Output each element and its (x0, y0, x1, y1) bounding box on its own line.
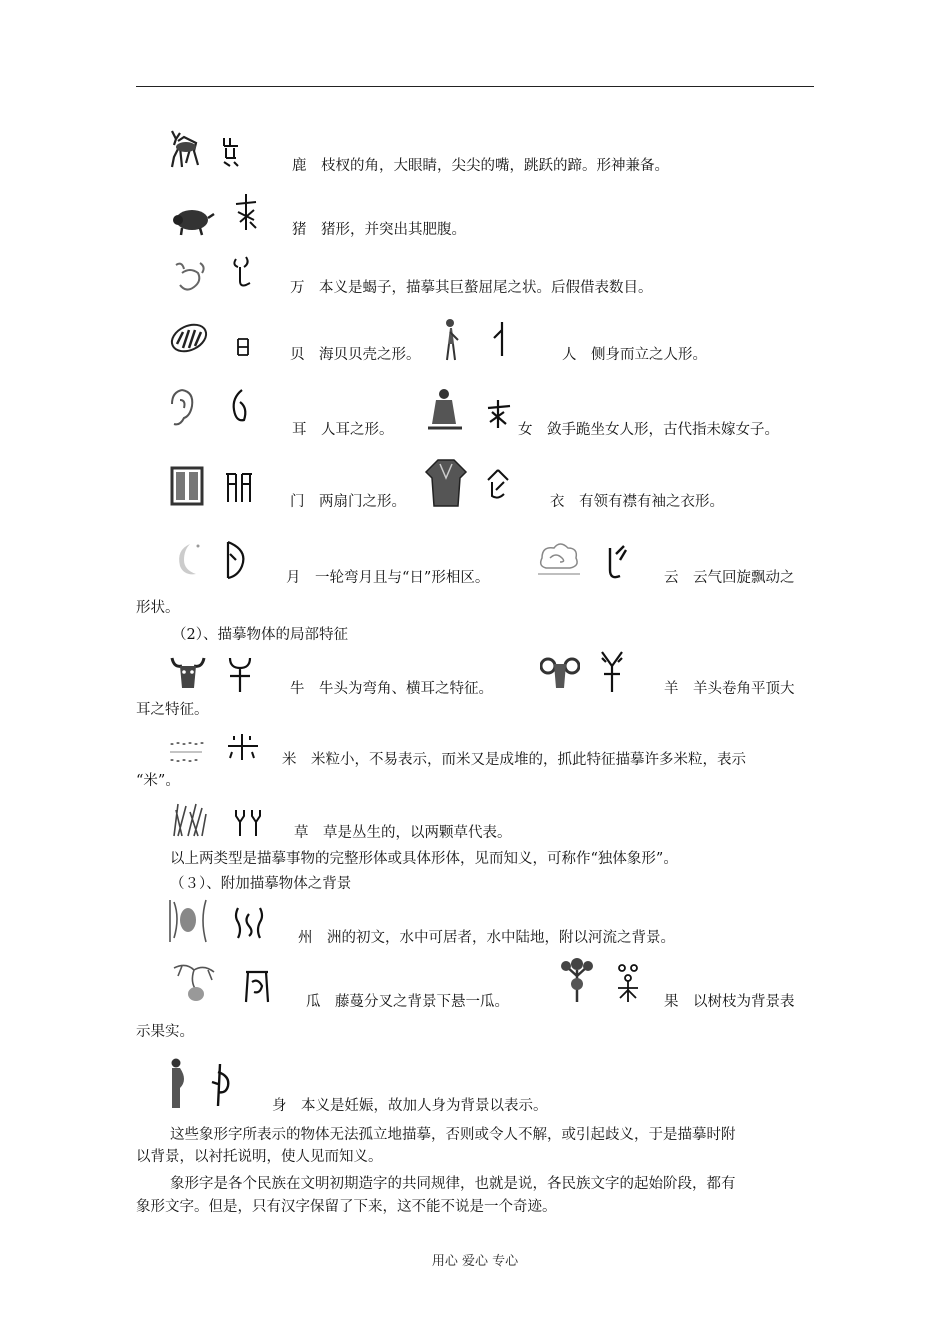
entry-nv: 女 敛手跪坐女人形，古代指未嫁女子。 (518, 422, 779, 438)
door-oracle-glyph (224, 470, 254, 504)
entry-mi-line1: 米 米粒小，不易表示，而米又是成堆的，抓此特征描摹许多米粒，表示 (282, 752, 746, 768)
scorpion-picture (170, 259, 210, 295)
garment-picture (424, 458, 468, 508)
rice-oracle-glyph (226, 732, 260, 762)
grass-picture (168, 800, 208, 838)
woman-oracle-glyph (484, 398, 514, 430)
grass-oracle-glyph (232, 808, 264, 838)
entry-niu: 牛 牛头为弯角、横耳之特征。 (290, 681, 493, 697)
ox-head-picture (168, 654, 208, 694)
entry-er: 耳 人耳之形。 (292, 422, 394, 438)
paragraph-conclusion-line1: 象形字是各个民族在文明初期造字的共同规律，也就是说，各民族文字的起始阶段，都有 (170, 1176, 736, 1192)
body-oracle-glyph (206, 1062, 236, 1108)
entry-zhou: 州 洲的初文，水中可居者，水中陆地，附以河流之背景。 (298, 930, 675, 946)
pig-oracle-glyph (232, 192, 260, 232)
entry-zhu: 猪 猪形，并突出其肥腹。 (292, 222, 466, 238)
entry-yun-line1: 云 云气回旋飘动之 (664, 570, 795, 586)
entry-men: 门 两扇门之形。 (290, 494, 406, 510)
page-footer: 用心 爱心 专心 (431, 1254, 519, 1269)
entry-guo-line2: 示果实。 (136, 1024, 194, 1040)
deer-picture (166, 127, 202, 171)
islet-picture (166, 898, 210, 944)
cloud-picture (536, 538, 582, 578)
header-rule (136, 86, 814, 87)
scorpion-oracle-glyph (230, 255, 254, 291)
ram-head-picture (540, 654, 580, 690)
heading-background: （３）、附加描摹物体之背景 (170, 876, 352, 892)
fruit-oracle-glyph (614, 960, 642, 1004)
paragraph-conclusion-line2: 象形文字。但是，只有汉字保留了下来，这不能不说是一个奇迹。 (136, 1199, 557, 1215)
garment-oracle-glyph (484, 468, 512, 502)
ear-picture (168, 386, 196, 430)
pig-picture (170, 206, 216, 236)
deer-oracle-glyph (220, 136, 242, 168)
paragraph-background-line2: 以背景，以衬托说明，使人见而知义。 (136, 1149, 383, 1165)
fruit-tree-picture (560, 956, 594, 1004)
moon-picture (170, 540, 202, 580)
shell-picture (169, 318, 209, 358)
entry-yun-line2: 形状。 (136, 600, 180, 616)
door-picture (170, 466, 204, 506)
entry-mi-line2: “米”。 (136, 773, 180, 789)
melon-oracle-glyph (242, 968, 272, 1004)
shell-oracle-glyph (234, 337, 252, 359)
entry-shen: 身 本义是妊娠，故加人身为背景以表示。 (272, 1098, 548, 1114)
islet-oracle-glyph (232, 906, 266, 940)
entry-gua: 瓜 藤蔓分叉之背景下悬一瓜。 (306, 994, 509, 1010)
woman-picture (424, 388, 466, 434)
melon-vine-picture (170, 960, 220, 1006)
ram-oracle-glyph (598, 650, 626, 694)
moon-oracle-glyph (222, 540, 248, 580)
entry-yang-line2: 耳之特征。 (136, 702, 209, 718)
entry-ren: 人 侧身而立之人形。 (562, 347, 707, 363)
pregnant-figure-picture (166, 1058, 188, 1110)
ox-oracle-glyph (226, 656, 254, 694)
person-picture (440, 318, 462, 362)
entry-yue: 月 一轮弯月且与“日”形相区。 (286, 570, 490, 586)
entry-guo-line1: 果 以树枝为背景表 (664, 994, 795, 1010)
summary-paragraph: 以上两类型是描摹事物的完整形体或具体形体，见而知义，可称作“独体象形”。 (170, 851, 678, 867)
paragraph-background-line1: 这些象形字所表示的物体无法孤立地描摹，否则或令人不解，或引起歧义，于是描摹时附 (170, 1127, 736, 1143)
entry-bei: 贝 海贝贝壳之形。 (290, 347, 421, 363)
heading-part-features: （2）、描摹物体的局部特征 (172, 627, 348, 643)
person-oracle-glyph (490, 320, 512, 360)
entry-wan: 万 本义是蝎子，描摹其巨螯屈尾之状。后假借表数目。 (290, 280, 653, 296)
ear-oracle-glyph (228, 388, 250, 428)
rice-grains-picture (168, 740, 204, 764)
entry-yang-line1: 羊 羊头卷角平顶大 (664, 681, 795, 697)
entry-cao: 草 草是丛生的，以两颗草代表。 (294, 825, 512, 841)
entry-yi: 衣 有领有襟有袖之衣形。 (550, 494, 724, 510)
cloud-oracle-glyph (602, 540, 630, 584)
entry-lu: 鹿 枝杈的角，大眼睛，尖尖的嘴，跳跃的蹄。形神兼备。 (292, 158, 669, 174)
